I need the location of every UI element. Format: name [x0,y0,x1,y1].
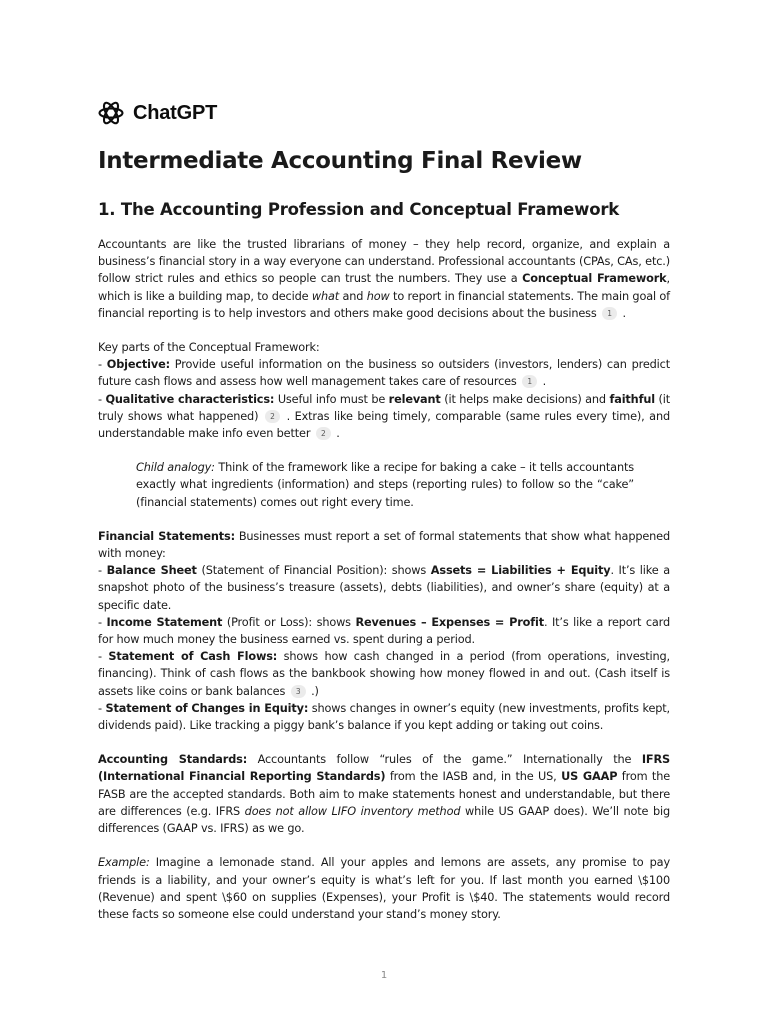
objective-text: Provide useful information on the business so outsiders (investors, lenders) can predict future cash flows and assess how well management takes care of resources [98,358,670,389]
list-dash: - [98,358,107,372]
intro-text: . [619,306,626,320]
income-statement-text: . It’s like a report card for how much money the business earned vs. spent during a period. [98,615,670,647]
citation-badge[interactable]: 1 [602,307,617,320]
intro-text: , which is like a building map, to decide [98,272,670,303]
section-heading: 1. The Accounting Profession and Conceptual Framework [98,200,620,219]
objective-label: Objective: [106,358,170,372]
analogy-text: Think of the framework like a recipe for baking a cake – it tells accountants exactly what ingredients (information) and steps (reporting rules) to follow so the “cake” (financial statements) comes out right every time. [136,461,634,509]
list-dash: - [98,650,109,664]
brand-header [97,99,217,127]
intro-text: to report in financial statements. The main goal of financial reporting is to help investors and others make good decisions about the business [98,289,670,320]
citation-badge[interactable]: 3 [291,685,306,698]
brand-name: ChatGPT [133,101,218,124]
citation-badge[interactable]: 1 [522,375,537,388]
statements-list [98,528,670,734]
standards-text: from the FASB are the accepted standards. Both aim to make statements honest and understandable, but there are differences (e.g. IFRS [98,770,671,818]
list-dash: - [98,615,107,629]
analogy-blockquote [136,459,634,511]
citation-badge[interactable]: 2 [265,410,280,423]
intro-text: Accountants are like the trusted librarians of money – they help record, organize, and explain a business’s financial story in a way everyone can understand. Professional accountants (CPAs, CAs, etc.) follow strict rules and ethics so people can trust the numbers. They use a [98,238,670,286]
income-statement-text: (Profit or Loss): shows [222,615,356,629]
income-statement-equation: Revenues – Expenses = Profit [355,615,544,629]
intro-text: and [339,289,367,303]
qualitative-text: Useful info must be [274,392,389,406]
citation-badge[interactable]: 2 [316,427,331,440]
balance-sheet-text: . It’s like a snapshot photo of the business’s treasure (assets), debts (liabilities), and owner’s share (equity) at a specific date. [98,564,670,612]
qualitative-text: (it helps make decisions) and [440,392,610,406]
qualitative-text: . [332,427,340,441]
example-text: Imagine a lemonade stand. All your apples and lemons are assets, any promise to pay friends is a liability, and your owner’s equity is what’s left for you. If last month you earned \$100 (Revenue) and spent \$60 on supplies (Expenses), your Profit is \$40. The statements would record these facts so someone else could understand your stand’s money story. [98,856,670,921]
standards-text: while US GAAP does). We’ll note big differences (GAAP vs. IFRS) as we go. [98,804,670,836]
us-gaap-term: US GAAP [561,770,618,784]
example-label: Example: [98,856,150,870]
qualitative-term: faithful [609,392,655,406]
qualitative-term: relevant [388,392,441,406]
cash-flows-text: shows how cash changed in a period (from operations, investing, financing). Think of cash flows as the bankbook showing how money flowed in and out. (Cash itself is assets like coins or bank balances [98,650,670,698]
statements-lead: Businesses must report a set of formal statements that show what happened with money: [98,529,670,561]
qualitative-text: (it truly shows what happened) [98,392,670,423]
standards-text: from the IASB and, in the US, [385,770,562,784]
openai-knot-icon [97,99,125,127]
document-body [98,236,670,923]
list-dash: - [98,701,106,715]
qualitative-text: . Extras like being timely, comparable (same rules every time), and understandable make info even better [98,409,670,441]
cash-flows-text: .) [307,684,319,698]
ifrs-term: IFRS (International Financial Reporting Standards) [98,753,670,784]
income-statement-label: Income Statement [106,615,223,629]
analogy-label: Child analogy: [136,461,215,475]
qualitative-label: Qualitative characteristics: [105,392,275,406]
standards-emphasis: does not allow LIFO inventory method [244,804,461,818]
cash-flows-label: Statement of Cash Flows: [108,650,278,664]
balance-sheet-equation: Assets = Liabilities + Equity [430,564,611,578]
intro-term: Conceptual Framework [522,272,667,286]
balance-sheet-text: (Statement of Financial Position): shows [196,564,431,578]
intro-emphasis: how [366,289,390,303]
objective-text: . [539,375,547,389]
document-title: Intermediate Accounting Final Review [98,148,582,174]
framework-list [98,339,670,442]
standards-paragraph [98,751,670,837]
standards-text: Accountants follow “rules of the game.” Internationally the [247,753,642,767]
changes-in-equity-text: shows changes in owner’s equity (new investments, profits kept, dividends paid). Like tracking a piggy bank’s balance if you kept adding or taking out coins. [98,701,670,733]
standards-label: Accounting Standards: [98,753,248,767]
list-dash: - [98,564,107,578]
list-dash: - [98,392,106,406]
example-paragraph [98,854,670,923]
page-number: 1 [380,970,388,981]
balance-sheet-label: Balance Sheet [106,564,197,578]
intro-paragraph [98,236,670,322]
intro-emphasis: what [311,289,340,303]
framework-lead: Key parts of the Conceptual Framework: [98,341,320,355]
changes-in-equity-label: Statement of Changes in Equity: [105,701,309,715]
statements-label: Financial Statements: [98,529,235,543]
